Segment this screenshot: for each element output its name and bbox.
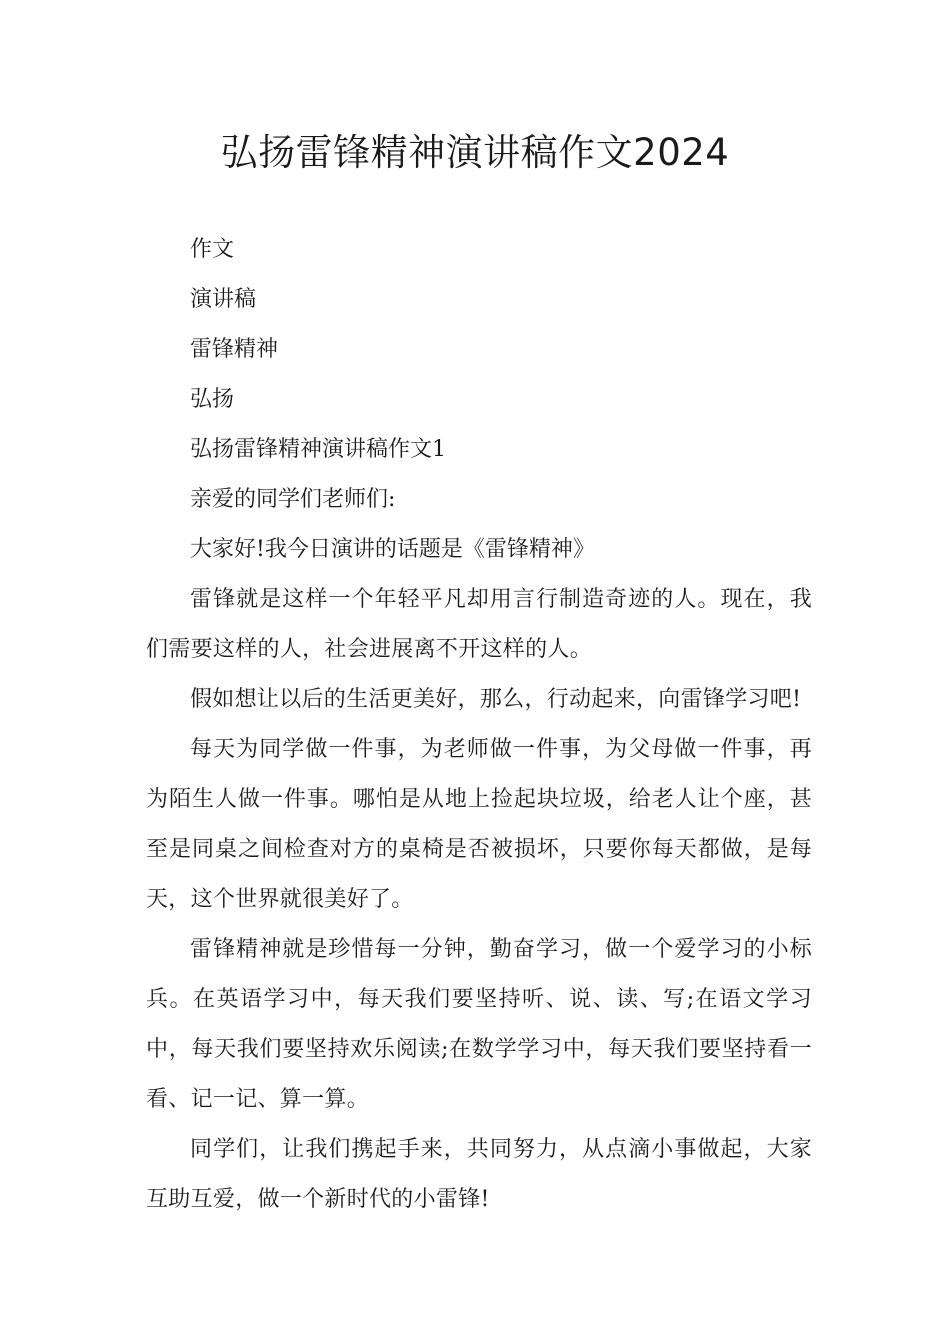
paragraph: 雷锋就是这样一个年轻平凡却用言行制造奇迹的人。现在，我们需要这样的人，社会进展离不开这样的人。 bbox=[146, 587, 812, 662]
document-title: 弘扬雷锋精神演讲稿作文2024 bbox=[220, 131, 730, 174]
paragraph: 雷锋精神就是珍惜每一分钟，勤奋学习，做一个爱学习的小标兵。在英语学习中，每天我们要坚持听、说、读、写;在语文学习中，每天我们要坚持欢乐阅读;在数学学习中，每天我们要坚持看一看、记一记、算一算。 bbox=[146, 937, 812, 1112]
document-body bbox=[146, 225, 812, 1225]
section-subtitle: 弘扬雷锋精神演讲稿作文1 bbox=[190, 437, 446, 462]
paragraph: 每天为同学做一件事，为老师做一件事，为父母做一件事，再为陌生人做一件事。哪怕是从地上捡起块垃圾，给老人让个座，甚至是同桌之间检查对方的桌椅是否被损坏，只要你每天都做，是每天，这个世界就很美好了。 bbox=[146, 737, 812, 912]
tag-line: 演讲稿 bbox=[190, 287, 257, 312]
paragraph: 同学们，让我们携起手来，共同努力，从点滴小事做起，大家互助互爱，做一个新时代的小雷锋! bbox=[146, 1137, 812, 1212]
opening-line: 大家好!我今日演讲的话题是《雷锋精神》 bbox=[190, 537, 595, 562]
paragraph: 假如想让以后的生活更美好，那么，行动起来，向雷锋学习吧! bbox=[190, 687, 802, 712]
tag-line: 雷锋精神 bbox=[190, 337, 279, 362]
greeting: 亲爱的同学们老师们: bbox=[190, 487, 396, 512]
tag-line: 作文 bbox=[190, 237, 235, 262]
tag-line: 弘扬 bbox=[190, 387, 235, 412]
